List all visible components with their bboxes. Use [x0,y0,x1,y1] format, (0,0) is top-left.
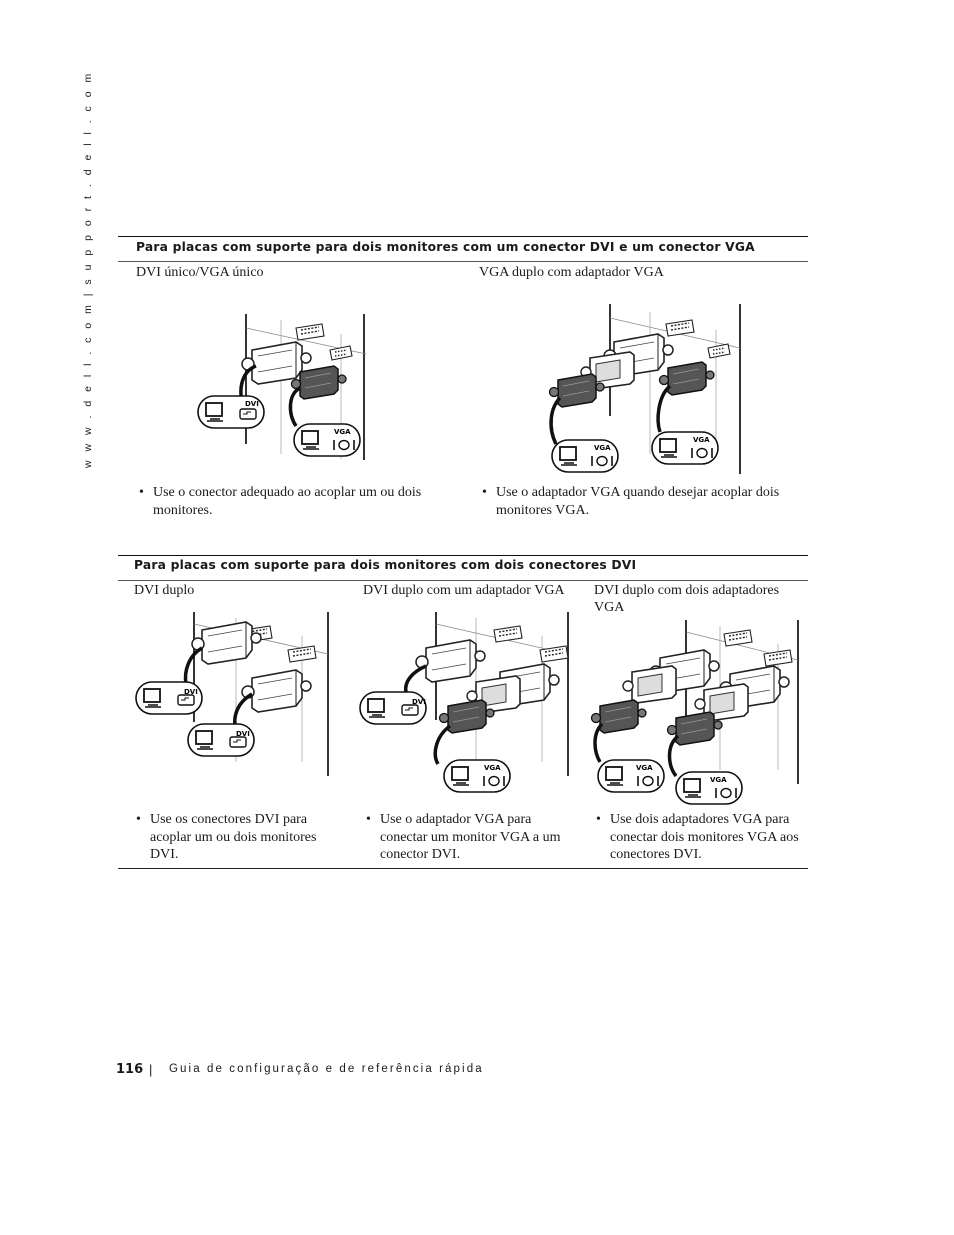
figure-single-dvi-single-vga [196,310,376,460]
figure-label-vga: VGA [484,764,501,772]
figure-dual-dvi-one-vga-adapter [356,612,571,794]
figure-dual-vga-adapter [548,304,748,476]
section1-col1-bullet [139,484,433,519]
bullet-text: Use os conectores DVI para acoplar um ou dois monitores DVI. [150,812,317,862]
section2-col1-label: DVI duplo [134,583,195,598]
bullet-dot: • [366,812,371,827]
figure-label-vga: VGA [693,436,710,444]
section2-bottom-rule [118,868,808,869]
side-url: w w w . d e l l . c o m | s u p p o r t . d e l l . c o m [82,70,94,468]
section1-col1-label: DVI único/VGA único [136,265,264,280]
bullet-dot: • [482,485,487,500]
figure-label-vga: VGA [594,444,611,452]
figure-label-dvi: DVI [412,698,426,706]
figure-dual-dvi-two-vga-adapters [590,620,805,806]
footer-separator: | [149,1062,153,1077]
bullet-text: Use dois adaptadores VGA para conectar dois monitores VGA aos conectores DVI. [610,812,799,862]
figure-dual-dvi [132,612,332,778]
section2-top-rule [118,555,808,556]
footer-title: Guia de configuração e de referência rápida [169,1063,484,1075]
section1-title: Para placas com suporte para dois monitores com um conector DVI e um conector VGA [136,240,755,254]
section1-header-rule [118,261,808,262]
section1-col2-bullet [482,484,806,519]
figure-label-vga: VGA [710,776,727,784]
section2-header-rule [118,580,808,581]
section2-col2-label: DVI duplo com um adaptador VGA [363,583,565,598]
bullet-dot: • [139,485,144,500]
section1-top-rule [118,236,808,237]
bullet-text: Use o adaptador VGA quando desejar acoplar dois monitores VGA. [496,485,780,518]
figure-label-dvi: DVI [245,400,259,408]
bullet-text: Use o conector adequado ao acoplar um ou dois monitores. [153,485,422,518]
figure-label-dvi: DVI [236,730,250,738]
section2-col3-bullet [596,811,820,864]
section2-title: Para placas com suporte para dois monitores com dois conectores DVI [134,558,637,572]
figure-label-dvi: DVI [184,688,198,696]
page-number: 116 [116,1062,144,1077]
section1-col2-label: VGA duplo com adaptador VGA [479,265,664,280]
figure-label-vga: VGA [334,428,351,436]
section2-col3-label: DVI duplo com dois adaptadores VGA [594,583,780,615]
bullet-dot: • [596,812,601,827]
bullet-dot: • [136,812,141,827]
section2-col1-bullet [136,811,346,864]
figure-label-vga: VGA [636,764,653,772]
bullet-text: Use o adaptador VGA para conectar um monitor VGA a um conector DVI. [380,812,561,862]
section2-col2-bullet [366,811,576,864]
